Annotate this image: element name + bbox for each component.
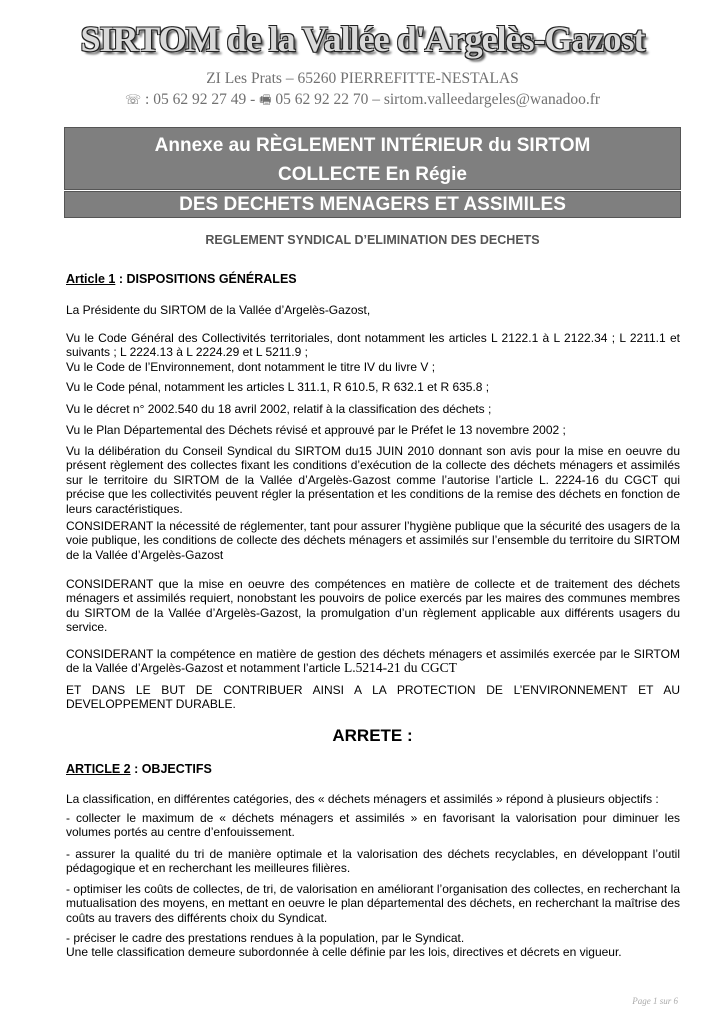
vu-paragraph: Vu le décret n° 2002.540 du 18 avril 2002, relatif à la classification des déchets ; — [66, 402, 492, 416]
banner-line-2: COLLECTE En Régie — [278, 164, 467, 185]
closing-statement: ET DANS LE BUT DE CONTRIBUER AINSI A LA PROTECTION DE L’ENVIRONNEMENT ET AU DEVELOPPEMENT DURABLE. — [66, 683, 680, 712]
article-1-heading — [66, 272, 680, 286]
article-2-title: OBJECTIFS — [141, 762, 212, 776]
separator: - — [250, 91, 256, 108]
fax-number: 05 62 92 22 70 — [275, 91, 369, 108]
article-2-heading — [66, 762, 680, 776]
objective-item: - optimiser les coûts de collectes, de tri, de valorisation en améliorant l’organisation des collectes, en recherchant la mutualisation des moyens, en mettant en oeuvre le plan départemental des déchets, en recherchant la maîtrise des coûts au travers des différents choix du Syndicat. — [66, 882, 680, 925]
arrete-heading: ARRETE : — [332, 726, 413, 745]
fax-icon: 🖷 — [259, 93, 272, 108]
vu-paragraph: Vu le Plan Départemental des Déchets révisé et approuvé par le Préfet le 13 novembre 2002 ; — [66, 423, 566, 437]
article-1-intro: La Présidente du SIRTOM de la Vallée d’Argelès-Gazost, — [66, 303, 371, 317]
document-subtitle: REGLEMENT SYNDICAL D’ELIMINATION DES DECHETS — [205, 233, 540, 247]
legal-reference: L.5214-21 du CGCT — [340, 660, 457, 676]
considerant-paragraph: CONSIDERANT la nécessité de réglementer, tant pour assurer l’hygiène publique que la sécurité des usagers de la voie publique, les conditions de collecte des déchets ménagers et assimilés sur l’ensemble du territoire du SIRTOM de la Vallée d’Argelès-Gazost — [66, 519, 680, 562]
considerant-paragraph — [66, 647, 680, 676]
considerant-text: CONSIDERANT la compétence en matière de gestion des déchets ménagers et assimilés exercée par le SIRTOM de la Vallée d’Argelès-Gazost et notamment l’article — [66, 647, 680, 676]
banner-line-3: DES DECHETS MENAGERS ET ASSIMILES — [64, 191, 681, 218]
email-address: sirtom.valleedargeles@wanadoo.fr — [383, 91, 601, 108]
logo: SIRTOM de la Vallée d'Argelès-Gazost — [80, 19, 645, 59]
phone-icon: ☏ — [124, 93, 142, 108]
page-number: Page 1 sur 6 — [632, 996, 678, 1006]
heading-separator: : — [130, 762, 142, 776]
article-2-label: ARTICLE 2 — [66, 762, 131, 776]
vu-paragraph: Vu le Code pénal, notamment les articles L 311.1, R 610.5, R 632.1 et R 635.8 ; — [66, 380, 490, 394]
email-dash: – — [372, 91, 380, 108]
article-1-label: Article 1 — [66, 272, 116, 286]
vu-paragraph: Vu le Code de l’Environnement, dont notamment le titre IV du livre V ; — [66, 360, 436, 374]
contact-line — [0, 91, 725, 113]
deliberation-paragraph: Vu la délibération du Conseil Syndical du SIRTOM du15 JUIN 2010 donnant son avis pour la mise en oeuvre du présent règlement des collectes fixant les conditions d’exécution de la collecte des déchets ménagers et assimilés sur le territoire du SIRTOM de la Vallée d’Argelès-Gazost comme l’autorise l’article L. 2224-16 du CGCT qui précise que les collectivités peuvent régler la présentation et les conditions de la remise des déchets en fonction de leurs caractéristiques. — [66, 444, 680, 516]
vu-paragraph: Vu le Code Général des Collectivités territoriales, dont notamment les articles L 2122.1 à L 2122.34 ; L 2211.1 et suivants ; L 2224.13 à L 2224.29 et L 5211.9 ; — [66, 331, 680, 360]
objective-item: - collecter le maximum de « déchets ménagers et assimilés » en favorisant la valorisation pour diminuer les volumes portés au centre d’enfouissement. — [66, 811, 680, 840]
heading-separator: : — [115, 272, 127, 286]
phone-number: : 05 62 92 27 49 — [145, 91, 247, 108]
objective-item: - préciser le cadre des prestations rendues à la population, par le Syndicat. — [66, 931, 465, 945]
classification-note: Une telle classification demeure subordonnée à celle définie par les lois, directives et décrets en vigueur. — [66, 945, 622, 959]
article-1-title: DISPOSITIONS GÉNÉRALES — [126, 272, 297, 286]
article-2-intro: La classification, en différentes catégories, des « déchets ménagers et assimilés » répond à plusieurs objectifs : — [66, 792, 659, 806]
banner-line-1: Annexe au RÈGLEMENT INTÉRIEUR du SIRTOM — [154, 135, 591, 156]
title-banner — [64, 127, 681, 190]
objective-item: - assurer la qualité du tri de manière optimale et la valorisation des déchets recyclables, en développant l’outil pédagogique et en recherchant les meilleures filières. — [66, 847, 680, 876]
considerant-paragraph: CONSIDERANT que la mise en oeuvre des compétences en matière de collecte et de traitement des déchets ménagers et assimilés requiert, nonobstant les pouvoirs de police exercés par les maires des communes membres du SIRTOM de la Vallée d’Argelès-Gazost, la promulgation d’un règlement applicable aux différents usagers du service. — [66, 577, 680, 635]
address: ZI Les Prats – 65260 PIERREFITTE-NESTALAS — [206, 70, 519, 87]
